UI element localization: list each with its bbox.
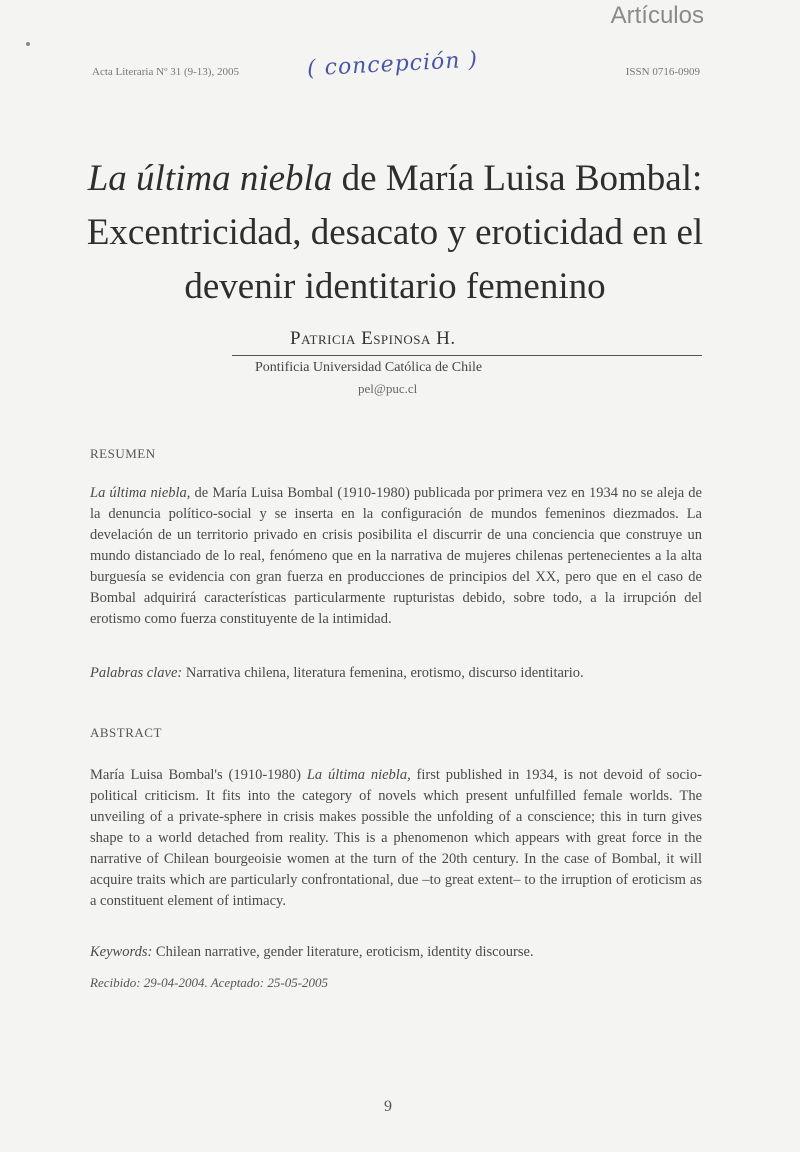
abstract-text: first published in 1934, is not devoid of socio-political criticism. It fits into the category of novels which present unfulfilled female worlds. The unveiling of a private-sphere in crisis makes possible the unfolding of a conscience; this in turn gives shape to a world detached from reality. This is a phenomenon which appears with great force in the narrative of Chilean bourgeoisie women at the turn of the 20th century. In the case of Bombal, it will acquire traits which are particularly confrontational, due –to great extent– to the irruption of eroticism as a constituent element of intimacy.	[90, 767, 702, 909]
abstract-text-start: María Luisa Bombal's (1910-1980)	[90, 767, 307, 783]
abstract-keywords-text: Chilean narrative, gender literature, eroticism, identity discourse.	[152, 944, 534, 960]
author-email: pel@puc.cl	[358, 381, 418, 396]
article-title	[60, 152, 730, 314]
section-tag: Artículos	[610, 2, 704, 29]
running-header	[92, 47, 700, 86]
resumen-italic-title: La última niebla,	[90, 485, 191, 501]
title-line-1: de María Luisa Bombal:	[332, 158, 703, 199]
issn: ISSN 0716-0909	[625, 66, 700, 78]
abstract-body	[90, 765, 702, 912]
resumen-text: de María Luisa Bombal (1910-1980) publicada por primera vez en 1934 no se aleja de la denuncia político-social y se inserta en la configuración de mundos femeninos diezmados. La develación de un territorio privado en crisis posibilita el discurrir de una conciencia que construye un mundo distanciado de lo real, fenómeno que en la narrativa de mujeres chilenas pertenecientes a la alta burguesía se evidencia con gran fuerza en producciones de principios del XX, pero que en el caso de Bombal adquirirá características particularmente rupturistas debido, sobre todo, a la irrupción del erotismo como fuerza constituyente de la intimidad.	[90, 485, 702, 627]
handwritten-annotation: ( concepción )	[306, 47, 479, 82]
title-italic: La última niebla	[87, 158, 333, 199]
journal-reference: Acta Literaria Nº 31 (9-13), 2005	[92, 66, 239, 78]
title-line-2: Excentricidad, desacato y eroticidad en el	[86, 212, 704, 253]
scan-speck	[26, 42, 30, 46]
author-name: Patricia Espinosa H.	[290, 328, 456, 349]
resumen-keywords-text: Narrativa chilena, literatura femenina, erotismo, discurso identitario.	[182, 665, 584, 681]
title-line-3: devenir identitario femenino	[184, 266, 606, 307]
abstract-keywords-label: Keywords:	[90, 944, 153, 960]
author-affiliation: Pontificia Universidad Católica de Chile	[255, 360, 483, 375]
abstract-italic-title: La última niebla,	[306, 767, 411, 783]
received-accepted-dates: Recibido: 29-04-2004. Aceptado: 25-05-2005	[90, 975, 329, 990]
abstract-heading: ABSTRACT	[90, 725, 162, 740]
abstract-keywords	[90, 942, 702, 963]
resumen-body	[90, 483, 702, 630]
resumen-keywords-label: Palabras clave:	[90, 665, 183, 681]
resumen-heading: RESUMEN	[90, 446, 156, 461]
author-divider	[232, 355, 702, 356]
resumen-keywords	[90, 663, 702, 684]
page-number: 9	[384, 1098, 392, 1115]
